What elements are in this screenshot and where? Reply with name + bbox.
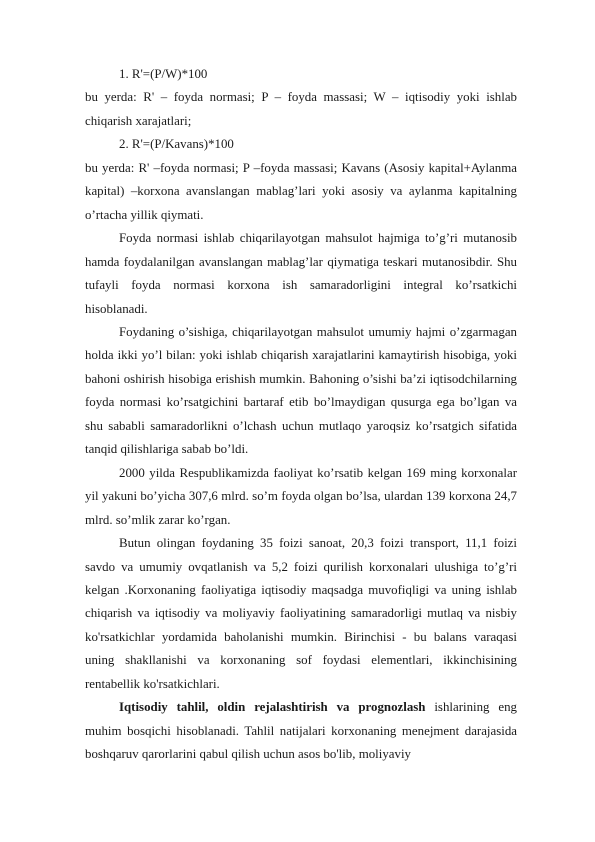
paragraph-economic-analysis — [85, 696, 517, 766]
document-page — [85, 63, 517, 767]
bold-term: Iqtisodiy tahlil, oldin rejalashtirish va prognozlash — [119, 700, 426, 715]
paragraph-profit-rate-proportionality: Foyda normasi ishlab chiqarilayotgan mahsulot hajmiga to’g’ri mutanosib hamda foydalanilgan avanslangan mablag’lar qiymatiga teskari mutanosibdir. Shu tufayli foyda normasi korxona ish samaradorligini integral ko’rsatkichi hisoblanadi. — [85, 231, 517, 316]
paragraph-profit-distribution: Butun olingan foydaning 35 foizi sanoat, 20,3 foizi transport, 11,1 foizi savdo va umumiy ovqatlanish va 5,2 foizi qurilish korxonalari ulushiga to’g’ri kelgan .Korxonaning faoliyatiga iqtisodiy maqsadga muvofiqligi va uning ishlab chiqarish va iqtisodiy va moliyaviy faoliyatining samaradorligi mutlaq va nisbiy ko'rsatkichlar yordamida baholanishi mumkin. Birinchisi - bu balans varaqasi uning shakllanishi va korxonaning sof foydasi elementlari, ikkinchisining rentabellik ko'rsatkichlari. — [85, 536, 517, 691]
formula-profit-rate-advanced-capital: 2. R'=(P/Kavans)*100 — [119, 137, 234, 152]
paragraph-profit-growth: Foydaning o’sishiga, chiqarilayotgan mahsulot umumiy hajmi o’zgarmagan holda ikki yo’l bilan: yoki ishlab chiqarish xarajatlarini kamaytirish hisobiga, yoki bahoni oshirish hisobiga erishish mumkin. Bahoning o’sishi ba’zi iqtisodchilarning foyda normasi ko’rsatgichini bartaraf etib bo’lmaydigan qusurga ega bo’lgan va shu sababli samaradorlikni o’lchash uchun mutlaqo yaroqsiz ko’rsatgich sifatida tanqid qilishlariga sabab bo’ldi. — [85, 324, 517, 457]
paragraph-economic-analysis-text: ishlarining eng muhim bosqichi hisoblanadi. Tahlil natijalari korxonaning menejment darajasida boshqaruv qarorlarini qabul qilish uchun asos bo'lib, moliyaviy — [85, 700, 517, 762]
formula-profit-rate-costs: 1. R'=(P/W)*100 — [119, 67, 208, 81]
paragraph-republic-statistics: 2000 yilda Respublikamizda faoliyat ko’rsatib kelgan 169 ming korxonalar yil yakuni bo’yicha 307,6 mlrd. so’m foyda olgan bo’lsa, ulardan 139 korxona 24,7 mlrd. so’mlik zarar ko’rgan. — [85, 465, 517, 527]
formula-definition-1: bu yerda: R' – foyda normasi; P – foyda massasi; W – iqtisodiy yoki ishlab chiqarish xarajatlari; — [85, 90, 517, 128]
formula-definition-2: bu yerda: R' –foyda normasi; P –foyda massasi; Kavans (Asosiy kapital+Aylanma kapital) –korxona avanslangan mablag’lari yoki asosiy va aylanma kapitalning o’rtacha yillik qiymati. — [85, 160, 517, 222]
